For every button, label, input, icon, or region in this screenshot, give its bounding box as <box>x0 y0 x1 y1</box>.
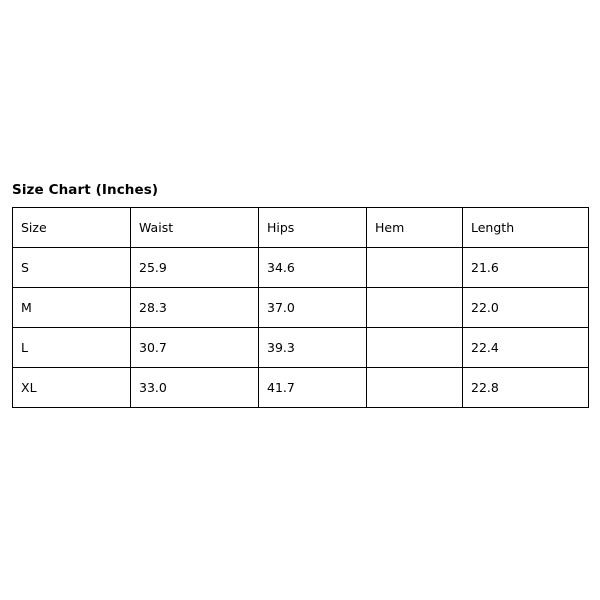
cell-size: L <box>13 328 131 368</box>
cell-hem <box>367 328 463 368</box>
cell-size: M <box>13 288 131 328</box>
page-title: Size Chart (Inches) <box>12 182 159 198</box>
cell-length: 21.6 <box>463 248 589 288</box>
cell-hem <box>367 288 463 328</box>
table-row <box>13 288 589 328</box>
column-header-hips: Hips <box>259 208 367 248</box>
cell-waist: 33.0 <box>131 368 259 408</box>
cell-length: 22.0 <box>463 288 589 328</box>
cell-waist: 28.3 <box>131 288 259 328</box>
cell-size: S <box>13 248 131 288</box>
size-chart-container <box>12 182 588 408</box>
table-row <box>13 368 589 408</box>
table-row <box>13 248 589 288</box>
column-header-waist: Waist <box>131 208 259 248</box>
cell-size: XL <box>13 368 131 408</box>
size-chart-table <box>12 207 589 408</box>
cell-hem <box>367 368 463 408</box>
cell-length: 22.8 <box>463 368 589 408</box>
cell-length: 22.4 <box>463 328 589 368</box>
table-header-row <box>13 208 589 248</box>
cell-hips: 37.0 <box>259 288 367 328</box>
table-row <box>13 328 589 368</box>
cell-waist: 25.9 <box>131 248 259 288</box>
cell-hips: 39.3 <box>259 328 367 368</box>
column-header-size: Size <box>13 208 131 248</box>
cell-hem <box>367 248 463 288</box>
cell-hips: 41.7 <box>259 368 367 408</box>
cell-waist: 30.7 <box>131 328 259 368</box>
column-header-length: Length <box>463 208 589 248</box>
cell-hips: 34.6 <box>259 248 367 288</box>
column-header-hem: Hem <box>367 208 463 248</box>
